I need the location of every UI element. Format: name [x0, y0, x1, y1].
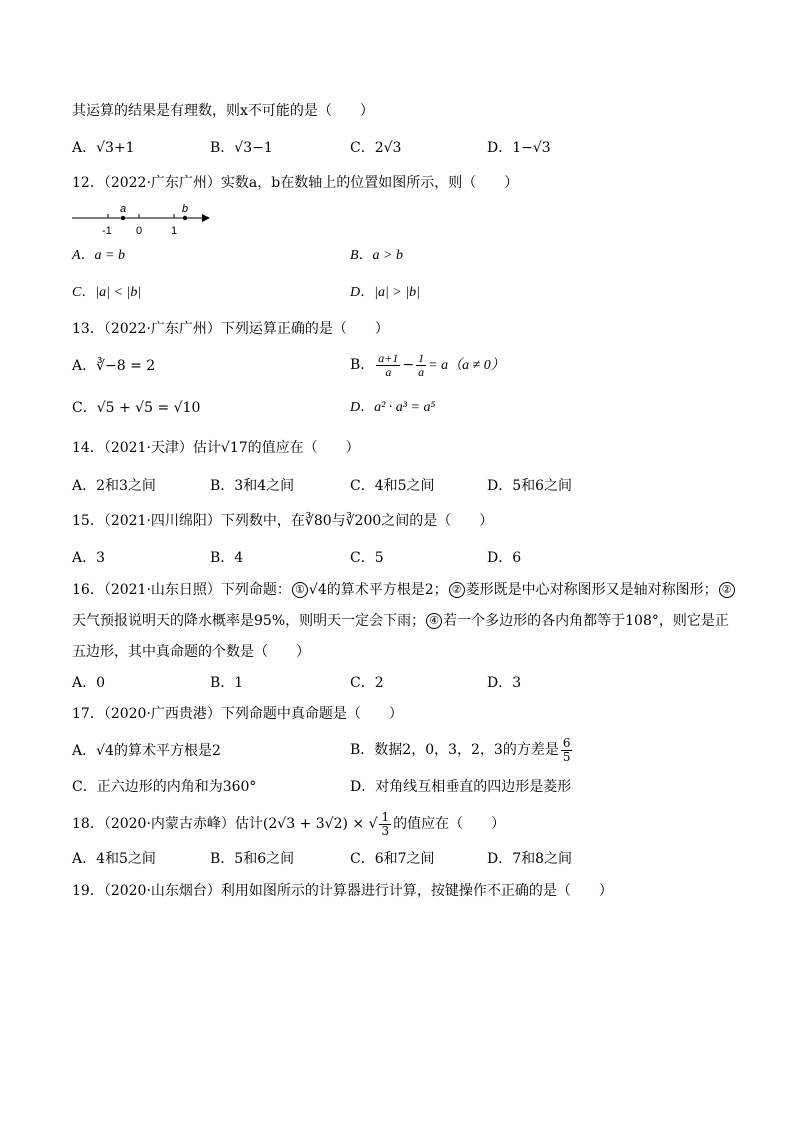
q18-expression: (2√3 + 3√2) × √	[262, 816, 378, 832]
q17-option-a: A．√4的算术平方根是2	[72, 743, 221, 759]
q14-option-c: C．4和5之间	[350, 478, 435, 494]
q11-option-c: C．2√3	[350, 140, 402, 156]
q17-option-b-text: B．数据2，0，3，2，3的方差是	[350, 742, 559, 758]
q12-option-a: A．a = b	[72, 248, 125, 263]
q17-stem: 17．（2020·广西贵港）下列命题中真命题是（ ）	[72, 706, 403, 722]
q13-option-b-prefix: B．	[350, 357, 375, 373]
q12-option-c: C．|a| < |b|	[72, 285, 142, 300]
tick-label-1: 1	[171, 225, 178, 237]
q16-option-a: A．0	[72, 675, 106, 691]
q13-option-b-minus: −	[402, 357, 415, 373]
q13-frac-1-den: a	[385, 364, 392, 379]
q17-option-b	[350, 734, 574, 766]
number-line-figure	[70, 198, 215, 238]
point-b	[183, 216, 187, 220]
q11-option-a: A．√3+1	[72, 140, 135, 156]
q16-option-b: B．1	[210, 675, 244, 691]
circled-1: ①	[292, 582, 308, 598]
q16-option-d: D．3	[487, 675, 522, 691]
q11-option-d: D．1−√3	[487, 140, 551, 156]
q13-frac-2-den: a	[418, 364, 425, 379]
q18-stem-tail: 的值应在（ ）	[393, 816, 506, 832]
q18-frac-num: 1	[381, 809, 390, 824]
q18-option-b: B．5和6之间	[210, 851, 295, 867]
q13-option-d: D．a² · a³ = a⁵	[350, 400, 436, 415]
circled-2: ②	[449, 582, 465, 598]
q13-option-c: C．√5 + √5 = √10	[72, 400, 201, 416]
q17-frac-num: 6	[562, 735, 571, 750]
q18-option-a: A．4和5之间	[72, 851, 156, 867]
label-a: a	[120, 203, 127, 215]
q16-line-1	[72, 580, 736, 600]
q17-fraction	[561, 737, 573, 764]
q15-option-c: C．5	[350, 550, 384, 566]
q15-option-b: B．4	[210, 550, 244, 566]
q19-stem: 19．（2020·山东烟台）利用如图所示的计算器进行计算，按键操作不正确的是（ ）	[72, 883, 613, 899]
q13-frac-1	[376, 352, 400, 379]
q14-option-d: D．5和6之间	[487, 478, 573, 494]
q13-stem: 13．（2022·广东广州）下列运算正确的是（ ）	[72, 321, 389, 337]
circled-2b: ②	[719, 582, 735, 598]
q18-option-c: C．6和7之间	[350, 851, 435, 867]
q18-frac-den: 3	[381, 823, 390, 838]
q18-stem	[72, 808, 505, 840]
q16-line-3: 五边形，其中真命题的个数是（ ）	[72, 644, 310, 660]
q13-frac-2	[416, 352, 426, 379]
q18-option-d: D．7和8之间	[487, 851, 573, 867]
q13-option-b	[350, 346, 505, 385]
q13-frac-1-num: a+1	[378, 350, 399, 365]
q11-stem: 其运算的结果是有理数，则x不可能的是（ ）	[72, 103, 374, 119]
q16-source: 16．（2021·山东日照）下列命题：	[72, 582, 291, 598]
q16-line-2	[72, 611, 729, 631]
q11-option-b: B．√3−1	[210, 140, 273, 156]
q16-prop-3: 天气预报说明天的降水概率是95%，则明天一定会下雨；	[72, 613, 426, 629]
q18-source: 18．（2020·内蒙古赤峰）估计	[72, 816, 263, 832]
q13-frac-2-num: 1	[418, 350, 425, 365]
q16-prop-2: 菱形既是中心对称图形又是轴对称图形；	[465, 582, 718, 598]
q14-option-b: B．3和4之间	[210, 478, 295, 494]
q18-fraction	[379, 811, 391, 838]
q13-option-a: A．∛−8 = 2	[72, 358, 156, 374]
q12-option-d: D．|a| > |b|	[350, 285, 420, 300]
q14-stem: 14．（2021·天津）估计√17的值应在（ ）	[72, 440, 360, 456]
q17-option-d: D．对角线互相垂直的四边形是菱形	[350, 779, 572, 795]
q12-option-b: B．a > b	[350, 248, 403, 263]
tick-label-0: 0	[136, 225, 143, 237]
q17-option-c: C．正六边形的内角和为360°	[72, 779, 257, 795]
q12-stem: 12．（2022·广东广州）实数a，b在数轴上的位置如图所示，则（ ）	[72, 175, 519, 191]
q13-option-b-tail: = a（a ≠ 0）	[428, 358, 505, 373]
q15-option-d: D．6	[487, 550, 522, 566]
q16-prop-4: 若一个多边形的各内角都等于108°，则它是正	[443, 613, 729, 629]
point-a	[121, 216, 125, 220]
q15-stem: 15．（2021·四川绵阳）下列数中，在∛80与∛200之间的是（ ）	[72, 513, 494, 529]
tick-label-neg1: -1	[102, 225, 112, 237]
q17-frac-den: 5	[562, 749, 571, 764]
circled-4: ④	[426, 613, 442, 629]
q14-option-a: A．2和3之间	[72, 478, 156, 494]
label-b: b	[182, 203, 189, 215]
q16-option-c: C．2	[350, 675, 384, 691]
q15-option-a: A．3	[72, 550, 106, 566]
q16-prop-1: √4的算术平方根是2；	[308, 582, 448, 598]
